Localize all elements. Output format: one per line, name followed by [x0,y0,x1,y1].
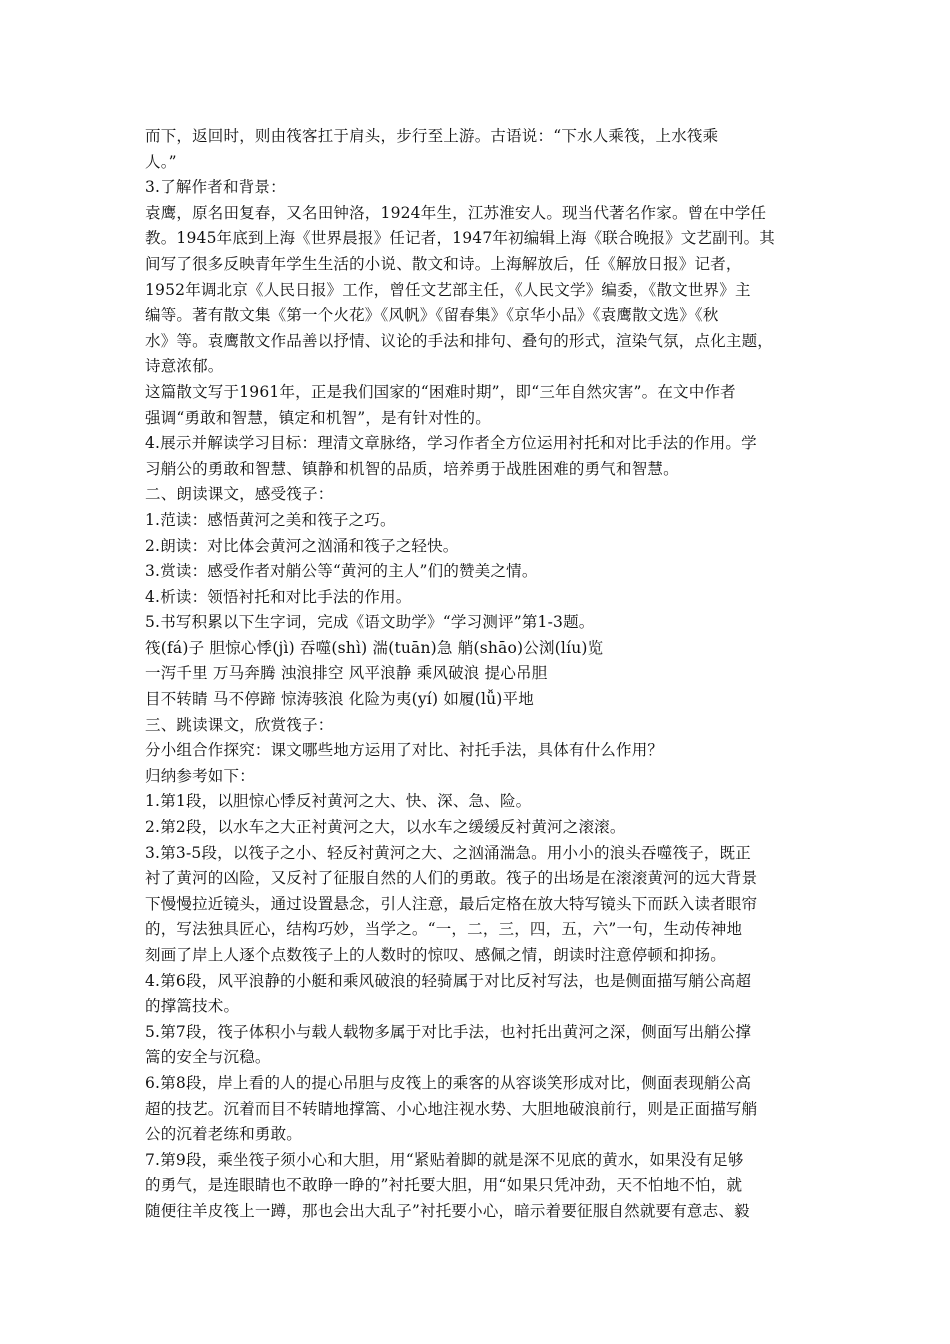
text-line: 1.第1段，以胆惊心悸反衬黄河之大、快、深、急、险。 [145,792,532,811]
text-line: 下慢慢拉近镜头，通过设置悬念，引人注意，最后定格在放大特写镜头下而跃入读者眼帘 [145,894,758,913]
text-line: 篙的安全与沉稳。 [145,1048,271,1067]
text-line: 随便往羊皮筏上一蹲，那也会出大乱子”衬托要小心，暗示着要征服自然就要有意志、毅 [145,1201,750,1220]
text-line: 诗意浓郁。 [145,357,224,376]
text-line: 4.析读：领悟衬托和对比手法的作用。 [145,587,412,606]
text-line: 归纳参考如下： [145,766,255,785]
text-line: 分小组合作探究：课文哪些地方运用了对比、衬托手法，具体有什么作用？ [145,741,664,760]
text-line: 习艄公的勇敢和智慧、镇静和机智的品质，培养勇于战胜困难的勇气和智慧。 [145,459,679,478]
text-line: 三、跳读课文，欣赏筏子： [145,715,334,734]
text-line: 强调“勇敢和智慧，镇定和机智”，是有针对性的。 [145,408,491,427]
text-line: 间写了很多反映青年学生生活的小说、散文和诗。上海解放后，任《解放日报》记者， [145,254,742,273]
text-line: 5.第7段，筏子体积小与载人载物多属于对比手法，也衬托出黄河之深，侧面写出艄公撑 [145,1022,752,1041]
text-line: 1.范读：感悟黄河之美和筏子之巧。 [145,510,396,529]
text-line: 筏(fá)子 胆惊心悸(jì) 吞噬(shì) 湍(tuān)急 艄(shāo)公浏(líu)览 [145,638,604,657]
text-line: 衬了黄河的凶险，又反衬了征服自然的人们的勇敢。筏子的出场是在滚滚黄河的远大背景 [145,869,758,888]
text-line: 2.朗读：对比体会黄河之汹涌和筏子之轻快。 [145,536,459,555]
text-line: 公的沉着老练和勇敢。 [145,1125,303,1144]
text-line: 1952年调北京《人民日报》工作，曾任文艺部主任，《人民文学》编委，《散文世界》主 [145,280,751,299]
text-line: 刻画了岸上人逐个点数筏子上的人数时的惊叹、感佩之情，朗读时注意停顿和抑扬。 [145,946,726,964]
text-line: 2.第2段，以水车之大正衬黄河之大，以水车之缓缓反衬黄河之滚滚。 [145,818,626,837]
text-line: 5.书写积累以下生字词，完成《语文助学》“学习测评”第1-3题。 [145,613,595,632]
text-line: 而下，返回时，则由筏客扛于肩头，步行至上游。古语说：“下水人乘筏，上水筏乘 [145,127,719,145]
text-line: 3.赏读：感受作者对艄公等“黄河的主人”们的赞美之情。 [145,562,538,581]
text-line: 教。1945年底到上海《世界晨报》任记者，1947年初编辑上海《联合晚报》文艺副刊。其 [145,229,775,248]
text-line: 人。” [145,152,177,171]
text-line: 4.第6段，风平浪静的小艇和乘风破浪的轻骑属于对比反衬写法，也是侧面描写艄公高超 [145,971,752,990]
text-line: 一泻千里 万马奔腾 浊浪排空 风平浪静 乘风破浪 提心吊胆 [145,664,548,683]
text-line: 目不转睛 马不停蹄 惊涛骇浪 化险为夷(yí) 如履(lǚ)平地 [145,690,534,709]
text-line: 3.了解作者和背景： [145,178,286,197]
text-line: 编等。著有散文集《第一个火花》《风帆》《留春集》《京华小品》《袁鹰散文选》《秋 [145,306,719,325]
text-line: 6.第8段，岸上看的人的提心吊胆与皮筏上的乘客的从容谈笑形成对比，侧面表现艄公高 [145,1073,752,1092]
text-line: 的，写法独具匠心，结构巧妙，当学之。“一，二，三，四，五，六”一句，生动传神地 [145,920,743,939]
text-line: 超的技艺。沉着而目不转睛地撑篙、小心地注视水势、大胆地破浪前行，则是正面描写艄 [145,1099,758,1118]
text-line: 二、朗读课文，感受筏子： [145,485,334,504]
text-line: 的撑篙技术。 [145,997,240,1016]
text-line: 袁鹰，原名田复春，又名田钟洛，1924年生，江苏淮安人。现当代著名作家。曾在中学任 [145,203,767,222]
text-line: 水》等。袁鹰散文作品善以抒情、议论的手法和排句、叠句的形式，渲染气氛，点化主题， [145,331,774,350]
text-line: 3.第3-5段，以筏子之小、轻反衬黄河之大、之汹涌湍急。用小小的浪头吞噬筏子，既正 [145,843,751,862]
text-line: 7.第9段，乘坐筏子须小心和大胆，用“紧贴着脚的就是深不见底的黄水，如果没有足够 [145,1150,744,1169]
text-line: 这篇散文写于1961年，正是我们国家的“困难时期”，即“三年自然灾害”。在文中作者 [145,382,736,401]
document-body [145,124,810,1225]
text-line: 的勇气，是连眼睛也不敢睁一睁的”衬托要大胆，用“如果只凭冲劲，天不怕地不怕，就 [145,1176,743,1195]
text-line: 4.展示并解读学习目标：理清文章脉络，学习作者全方位运用衬托和对比手法的作用。学 [145,434,757,453]
